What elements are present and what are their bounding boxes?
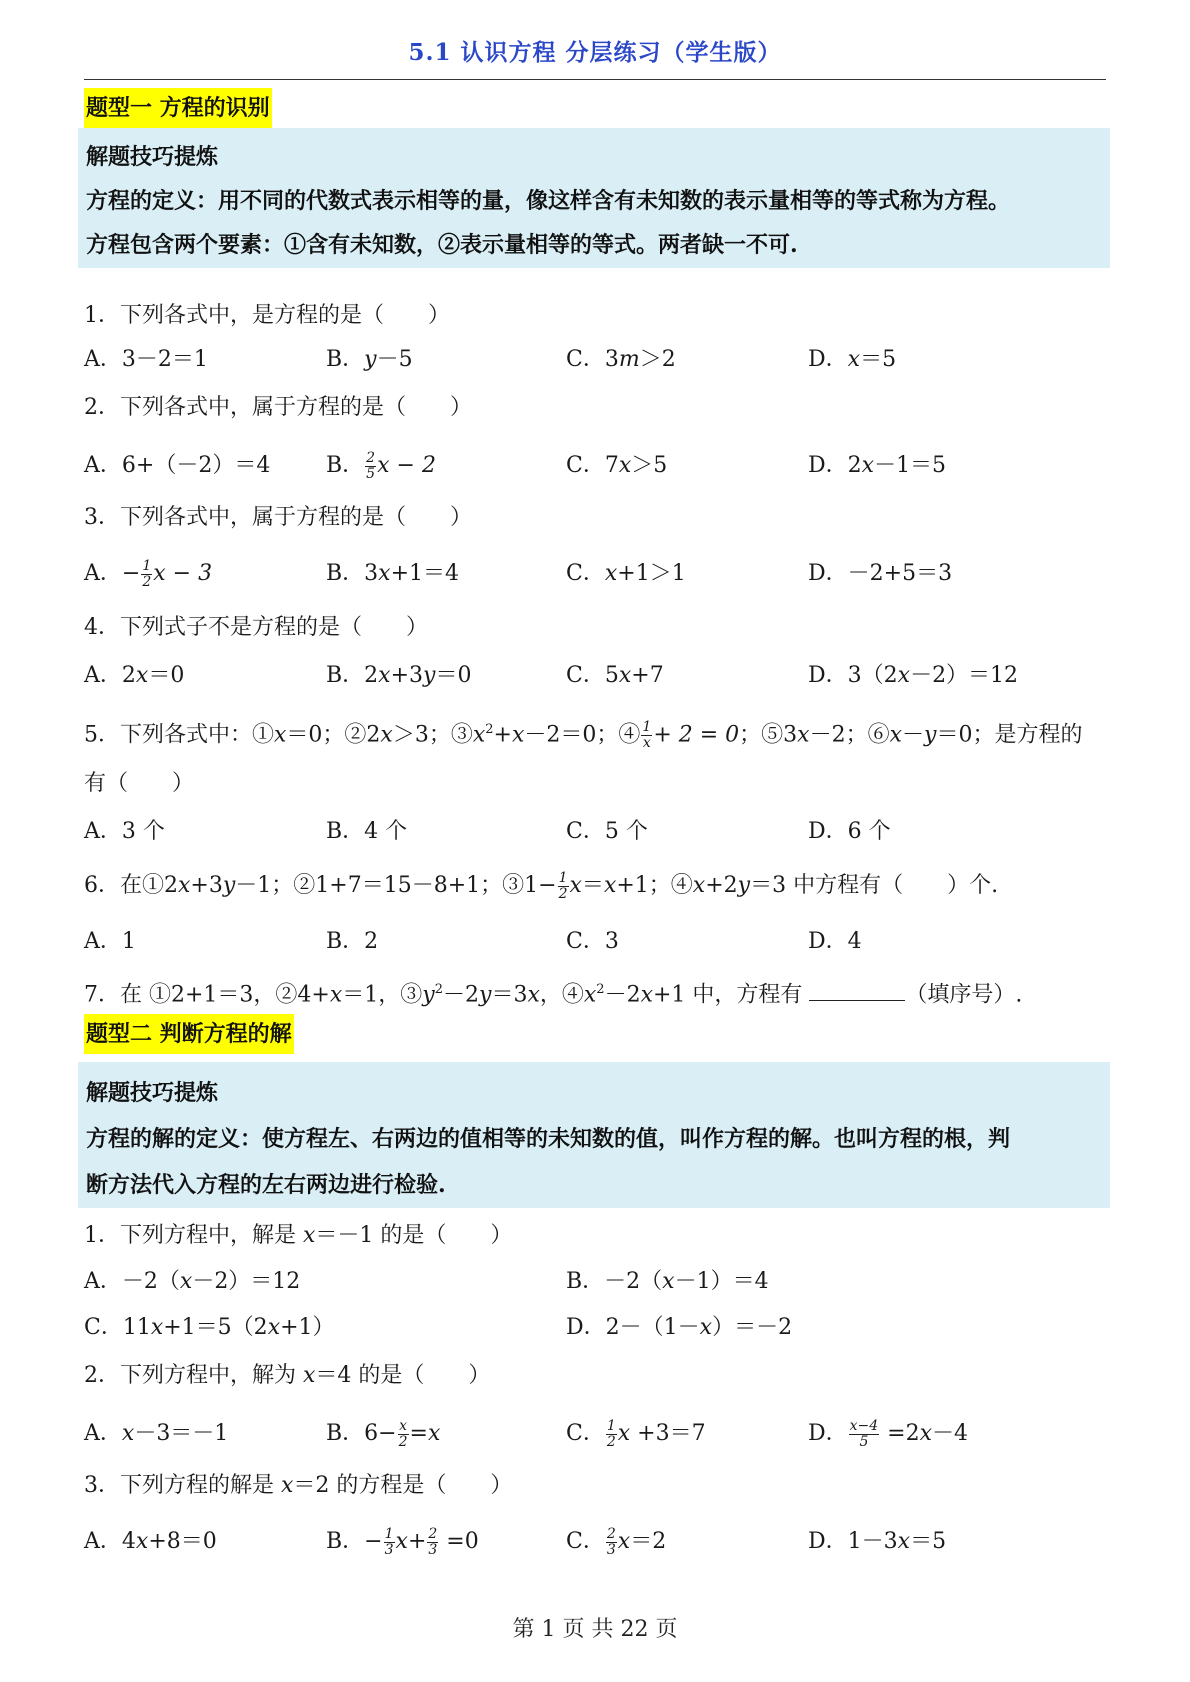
section-label-1: 题型一 方程的识别: [84, 88, 272, 128]
question-7-stem: 7．在 ①2+1＝3，②4+x＝1，$③y^2-2y=3x$，$④x^2-2x+1$ 中，方程有 （填序号）.: [84, 970, 1022, 1010]
q2-option-c[interactable]: C．7x＞5: [566, 453, 668, 478]
s2-q3-option-b[interactable]: B．− $\frac{1}{3}$ x+ $\frac{2}{3}$ =0: [326, 1525, 479, 1558]
s2-q3-option-a[interactable]: A．4x+8＝0: [84, 1529, 217, 1554]
page-title: 5.1 认识方程 分层练习（学生版）: [408, 39, 782, 66]
q6-option-b[interactable]: B．2: [326, 929, 379, 954]
s2-q2-option-b[interactable]: B．6− $\frac{x}{2}$ =x: [326, 1417, 441, 1450]
question-2-stem: 2．下列各式中，属于方程的是（ ）: [84, 395, 472, 420]
question-5-stem: 5．下列各式中：①x＝0；②2x＞3；$③x^2+x-2=0$；④ $\frac{1}{x}$ + 2 = 0；⑤3x－2；⑥x－y＝0；是方程的: [84, 718, 1083, 751]
tips-definition: 方程的定义：用不同的代数式表示相等的量，像这样含有未知数的表示量相等的等式称为方程。: [86, 188, 1011, 214]
tips-heading: 解题技巧提炼: [86, 144, 219, 170]
q4-option-d[interactable]: D．3（2x－2）＝12: [808, 663, 1019, 688]
q5-option-c[interactable]: C．5 个: [566, 819, 648, 844]
fraction: $\frac{x}{2}$: [398, 1417, 408, 1450]
q5-option-a[interactable]: A．3 个: [84, 819, 165, 844]
s2-question-3-stem: 3．下列方程的解是 x＝2 的方程是（ ）: [84, 1473, 513, 1498]
question-5-stem-cont: 有（ ）: [84, 771, 195, 796]
s2-q1-option-b[interactable]: B．－2（x－1）＝4: [566, 1269, 769, 1294]
fraction: $\frac{x-4}{5}$: [849, 1417, 879, 1450]
s2-q3-option-d[interactable]: D．1－3x＝5: [808, 1529, 947, 1554]
q3-option-c[interactable]: C．x+1＞1: [566, 561, 686, 586]
fraction: $\frac{1}{2}$: [606, 1417, 616, 1450]
q3-option-b[interactable]: B．3x+1＝4: [326, 561, 460, 586]
fraction: $\frac{2}{3}$: [606, 1525, 616, 1558]
q2-option-a[interactable]: A．6+（－2）＝4: [84, 453, 271, 478]
s2-q2-option-d[interactable]: D． $\frac{x-4}{5}$ =2x－4: [808, 1417, 969, 1450]
s2-question-2-stem: 2．下列方程中，解为 x＝4 的是（ ）: [84, 1363, 491, 1388]
q3-option-d[interactable]: D．－2+5＝3: [808, 561, 953, 586]
question-1-stem: 1．下列各式中，是方程的是（ ）: [84, 303, 450, 328]
s2-q2-option-a[interactable]: A．x－3＝－1: [84, 1421, 229, 1446]
fraction: $\frac{1}{2}$: [558, 869, 568, 902]
q1-option-b[interactable]: B．y－5: [326, 347, 413, 372]
fraction: $\frac{1}{x}$: [642, 718, 652, 751]
s2-q1-option-a[interactable]: A．－2（x－2）＝12: [84, 1269, 301, 1294]
q6-option-d[interactable]: D．4: [808, 929, 862, 954]
q1-option-a[interactable]: A．3－2＝1: [84, 347, 208, 372]
q1-option-d[interactable]: D．x＝5: [808, 347, 897, 372]
s2-q1-option-d[interactable]: D．2－（1－x）＝－2: [566, 1315, 793, 1340]
question-4-stem: 4．下列式子不是方程的是（ ）: [84, 615, 428, 640]
question-3-stem: 3．下列各式中，属于方程的是（ ）: [84, 505, 472, 530]
q5-option-d[interactable]: D．6 个: [808, 819, 891, 844]
q6-option-a[interactable]: A．1: [84, 929, 136, 954]
tips-box-2: [78, 1062, 1110, 1208]
section-label-2: 题型二 判断方程的解: [84, 1014, 294, 1054]
fraction: $\frac{2}{3}$: [428, 1525, 438, 1558]
s2-q1-option-c[interactable]: C．11x+1＝5（2x+1）: [84, 1315, 335, 1340]
page-footer: 第 1 页 共 22 页: [512, 1617, 678, 1642]
q4-option-c[interactable]: C．5x+7: [566, 663, 664, 688]
question-6-stem: 6．在①2x+3y－1；②1+7＝15－8+1；③1− $\frac{1}{2}$ x＝x+1；④x+2y＝3 中方程有（ ）个.: [84, 869, 999, 902]
s2-q3-option-c[interactable]: C． $\frac{2}{3}$ x＝2: [566, 1525, 667, 1558]
q3-option-a[interactable]: A．− $\frac{1}{2}$ x − 3: [84, 557, 213, 590]
q1-option-c[interactable]: C．3m＞2: [566, 347, 676, 372]
fraction: $\frac{1}{3}$: [384, 1525, 394, 1558]
title-rule: [84, 79, 1106, 80]
tips-heading: 解题技巧提炼: [86, 1080, 219, 1106]
q2-option-b[interactable]: B． $\frac{2}{5}$ x − 2: [326, 449, 436, 482]
q4-option-b[interactable]: B．2x+3y＝0: [326, 663, 472, 688]
q4-option-a[interactable]: A．2x＝0: [84, 663, 185, 688]
tips-definition: 方程的解的定义：使方程左、右两边的值相等的未知数的值，叫作方程的解。也叫方程的根，判: [86, 1126, 1011, 1152]
s2-q2-option-c[interactable]: C． $\frac{1}{2}$ x +3＝7: [566, 1417, 706, 1450]
fraction: $\frac{2}{5}$: [366, 449, 376, 482]
fraction: $\frac{1}{2}$: [142, 557, 152, 590]
s2-question-1-stem: 1．下列方程中，解是 x＝－1 的是（ ）: [84, 1223, 513, 1248]
answer-blank[interactable]: [809, 974, 905, 1001]
tips-box-1: [78, 128, 1110, 268]
tips-method: 断方法代入方程的左右两边进行检验.: [86, 1172, 446, 1198]
q6-option-c[interactable]: C．3: [566, 929, 619, 954]
q2-option-d[interactable]: D．2x－1＝5: [808, 453, 947, 478]
q5-option-b[interactable]: B．4 个: [326, 819, 408, 844]
tips-elements: 方程包含两个要素：①含有未知数，②表示量相等的等式。两者缺一不可.: [86, 232, 798, 258]
